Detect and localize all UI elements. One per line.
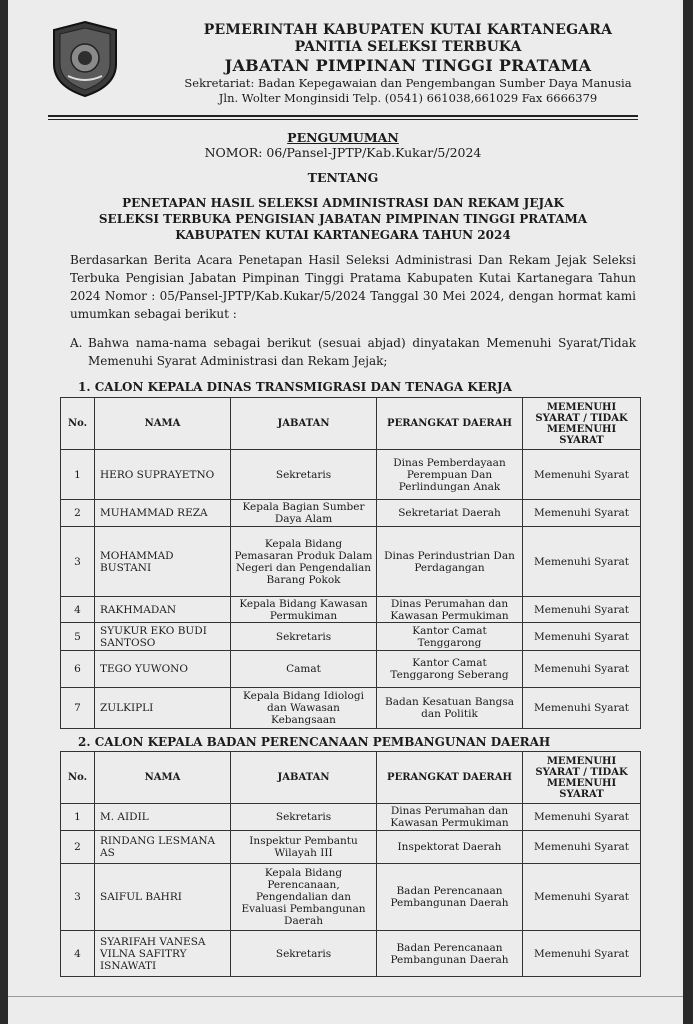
announcement-title (48, 195, 638, 243)
cell-nama: SYUKUR EKO BUDI SANTOSO (95, 623, 231, 651)
table-row (61, 864, 641, 931)
cell-nama: SAIFUL BAHRI (95, 864, 231, 931)
cell-status: Memenuhi Syarat (523, 804, 641, 831)
letterhead-secretariat: Sekretariat: Badan Kepegawaian dan Pengembangan Sumber Daya Manusia (184, 76, 632, 90)
document-page (8, 0, 683, 1024)
header-status: MEMENUHI SYARAT / TIDAK MEMENUHI SYARAT (523, 752, 641, 804)
header-status: MEMENUHI SYARAT / TIDAK MEMENUHI SYARAT (523, 398, 641, 450)
cell-jabatan: Sekretaris (231, 450, 377, 500)
cell-jabatan: Kepala Bidang Pemasaran Produk Dalam Negeri dan Pengendalian Barang Pokok (231, 527, 377, 597)
announcement-title-line: PENETAPAN HASIL SELEKSI ADMINISTRASI DAN REKAM JEJAK (122, 196, 564, 210)
section-2-rows (61, 804, 641, 977)
table-row (61, 688, 641, 729)
letterhead-government: PEMERINTAH KABUPATEN KUTAI KARTANEGARA (203, 22, 613, 38)
cell-no: 4 (61, 931, 95, 977)
cell-no: 3 (61, 864, 95, 931)
cell-status: Memenuhi Syarat (523, 623, 641, 651)
cell-jabatan: Inspektur Pembantu Wilayah III (231, 831, 377, 864)
letterhead-divider-thick (48, 115, 638, 117)
announcement-about: TENTANG (307, 170, 379, 185)
cell-no: 5 (61, 623, 95, 651)
header-no: No. (61, 398, 95, 450)
cell-jabatan: Kepala Bidang Perencanaan, Pengendalian dan Evaluasi Pembangunan Daerah (231, 864, 377, 931)
cell-status: Memenuhi Syarat (523, 688, 641, 729)
announcement-title-line: SELEKSI TERBUKA PENGISIAN JABATAN PIMPINAN TINGGI PRATAMA (98, 212, 588, 226)
cell-jabatan: Sekretaris (231, 623, 377, 651)
cell-jabatan: Kepala Bidang Idiologi dan Wawasan Kebangsaan (231, 688, 377, 729)
table-row (61, 597, 641, 623)
cell-status: Memenuhi Syarat (523, 450, 641, 500)
table-row (61, 831, 641, 864)
header-jabatan: JABATAN (231, 752, 377, 804)
cell-status: Memenuhi Syarat (523, 527, 641, 597)
cell-no: 3 (61, 527, 95, 597)
cell-nama: SYARIFAH VANESA VILNA SAFITRY ISNAWATI (95, 931, 231, 977)
cell-jabatan: Sekretaris (231, 804, 377, 831)
announcement-label: PENGUMUMAN (287, 130, 399, 145)
cell-nama: MUHAMMAD REZA (95, 500, 231, 527)
table-row (61, 623, 641, 651)
cell-perangkat: Dinas Perumahan dan Kawasan Permukiman (377, 597, 523, 623)
cell-nama: M. AIDIL (95, 804, 231, 831)
section-1-table (60, 397, 641, 729)
cell-jabatan: Kepala Bidang Kawasan Permukiman (231, 597, 377, 623)
cell-perangkat: Dinas Perumahan dan Kawasan Permukiman (377, 804, 523, 831)
cell-perangkat: Sekretariat Daerah (377, 500, 523, 527)
page-bottom-edge (8, 996, 683, 997)
section-2-title: 2. CALON KEPALA BADAN PERENCANAAN PEMBANGUNAN DAERAH (78, 735, 551, 749)
cell-no: 1 (61, 804, 95, 831)
cell-perangkat: Badan Perencanaan Pembangunan Daerah (377, 931, 523, 977)
table-row (61, 500, 641, 527)
header-nama: NAMA (95, 752, 231, 804)
cell-perangkat: Kantor Camat Tenggarong Seberang (377, 651, 523, 688)
cell-jabatan: Sekretaris (231, 931, 377, 977)
cell-no: 2 (61, 831, 95, 864)
cell-perangkat: Badan Kesatuan Bangsa dan Politik (377, 688, 523, 729)
cell-status: Memenuhi Syarat (523, 500, 641, 527)
point-a (70, 334, 636, 370)
letterhead-divider-thin (48, 119, 638, 120)
cell-nama: RAKHMADAN (95, 597, 231, 623)
point-a-label: A. (70, 336, 83, 350)
announcement-title-line: KABUPATEN KUTAI KARTANEGARA TAHUN 2024 (175, 228, 511, 242)
table-row (61, 931, 641, 977)
table-header-row (61, 752, 641, 804)
announcement-number: NOMOR: 06/Pansel-JPTP/Kab.Kukar/5/2024 (204, 145, 482, 160)
cell-status: Memenuhi Syarat (523, 864, 641, 931)
header-jabatan: JABATAN (231, 398, 377, 450)
cell-jabatan: Kepala Bagian Sumber Daya Alam (231, 500, 377, 527)
cell-no: 2 (61, 500, 95, 527)
section-1-title: 1. CALON KEPALA DINAS TRANSMIGRASI DAN TENAGA KERJA (78, 380, 512, 394)
cell-status: Memenuhi Syarat (523, 831, 641, 864)
table-row (61, 527, 641, 597)
header-perangkat: PERANGKAT DAERAH (377, 398, 523, 450)
intro-paragraph: Berdasarkan Berita Acara Penetapan Hasil Seleksi Administrasi Dan Rekam Jejak Seleksi Terbuka Pengisian Jabatan Pimpinan Tinggi Pratama Kabupaten Kutai Kartanegara Tahun 2024 Nomor : 05/Pansel-JPTP/Kab.Kukar/5/2024 Tanggal 30 Mei 2024, dengan hormat kami umumkan sebagai berikut : (70, 253, 636, 321)
letterhead-committee: PANITIA SELEKSI TERBUKA (294, 39, 522, 55)
cell-perangkat: Inspektorat Daerah (377, 831, 523, 864)
cell-status: Memenuhi Syarat (523, 931, 641, 977)
point-a-text: Bahwa nama-nama sebagai berikut (sesuai abjad) dinyatakan Memenuhi Syarat/Tidak Memenuhi Syarat Administrasi dan Rekam Jejak; (88, 336, 636, 368)
cell-status: Memenuhi Syarat (523, 651, 641, 688)
header-nama: NAMA (95, 398, 231, 450)
cell-no: 6 (61, 651, 95, 688)
cell-perangkat: Dinas Perindustrian Dan Perdagangan (377, 527, 523, 597)
cell-nama: HERO SUPRAYETNO (95, 450, 231, 500)
cell-perangkat: Badan Perencanaan Pembangunan Daerah (377, 864, 523, 931)
cell-perangkat: Dinas Pemberdayaan Perempuan Dan Perlindungan Anak (377, 450, 523, 500)
cell-no: 7 (61, 688, 95, 729)
table-row (61, 651, 641, 688)
section-2-table (60, 751, 641, 977)
table-row (61, 450, 641, 500)
cell-jabatan: Camat (231, 651, 377, 688)
letterhead-address: Jln. Wolter Monginsidi Telp. (0541) 661038,661029 Fax 6666379 (218, 91, 598, 105)
header-perangkat: PERANGKAT DAERAH (377, 752, 523, 804)
letterhead-position: JABATAN PIMPINAN TINGGI PRATAMA (224, 56, 592, 75)
table-row (61, 804, 641, 831)
regency-emblem-icon (50, 20, 120, 98)
cell-nama: ZULKIPLI (95, 688, 231, 729)
header-no: No. (61, 752, 95, 804)
cell-nama: RINDANG LESMANA AS (95, 831, 231, 864)
letterhead (138, 22, 678, 105)
cell-nama: MOHAMMAD BUSTANI (95, 527, 231, 597)
cell-status: Memenuhi Syarat (523, 597, 641, 623)
cell-nama: TEGO YUWONO (95, 651, 231, 688)
cell-perangkat: Kantor Camat Tenggarong (377, 623, 523, 651)
table-header-row (61, 398, 641, 450)
cell-no: 1 (61, 450, 95, 500)
cell-no: 4 (61, 597, 95, 623)
section-1-rows (61, 450, 641, 729)
